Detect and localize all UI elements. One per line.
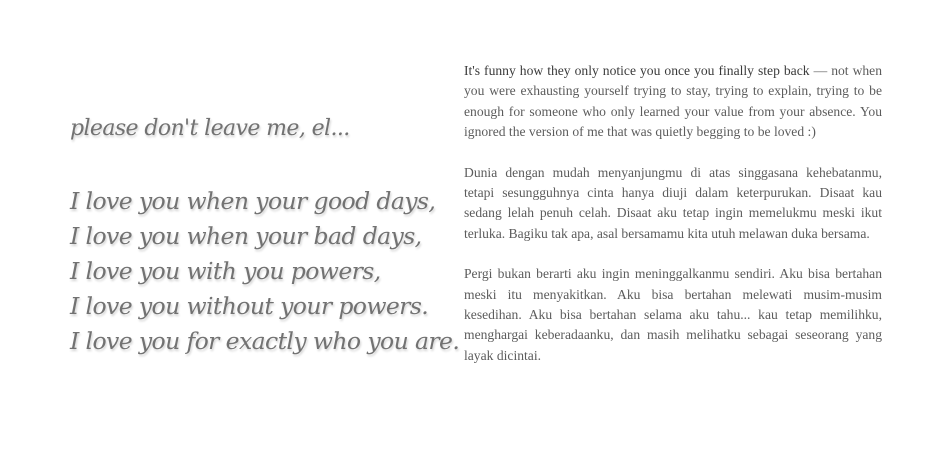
prose-block [464,61,882,366]
paragraph-1-body: not when you were exhausting yourself trying to stay, trying to explain, trying to be enough for someone who only learned your value from your absence. You ignored the version of me that was quietly begging to be loved :) [464,63,883,140]
poem-line-4: I love you without your powers. [70,292,429,320]
poem-block [70,112,460,359]
paragraph-2: Dunia dengan mudah menyanjungmu di atas singgasana kehebatanmu, tetapi sesungguhnya cinta hanya diuji dalam keterpurukan. Disaat kau sedang lelah penuh celah. Disaat aku tetap ingin memelukmu meski ikut terluka. Bagiku tak apa, asal bersamamu kita utuh melawan duka bersama. [464,164,882,241]
poem-line-5: I love you for exactly who you are. [70,327,460,355]
poem-line-1: I love you when your good days, [70,187,436,215]
poem-line-2: I love you when your bad days, [70,222,422,250]
paragraph-1-lead: It's funny how they only notice you once you finally step back [464,63,810,78]
poem-line-3: I love you with you powers, [70,257,381,285]
paragraph-3: Pergi bukan berarti aku ingin meninggalkanmu sendiri. Aku bisa bertahan meski itu menyakitkan. Aku bisa bertahan melewati musim-musim kesedihan. Aku bisa bertahan selama aku tahu... kau tetap memilihku, menghargai keberadaanku, dan masih melihatku sebagai seseorang yang layak dicintai. [464,266,882,363]
paragraph-1 [464,61,882,143]
poem-heading: please don't leave me, el... [70,116,350,141]
paragraph-1-dash: — [809,63,832,78]
